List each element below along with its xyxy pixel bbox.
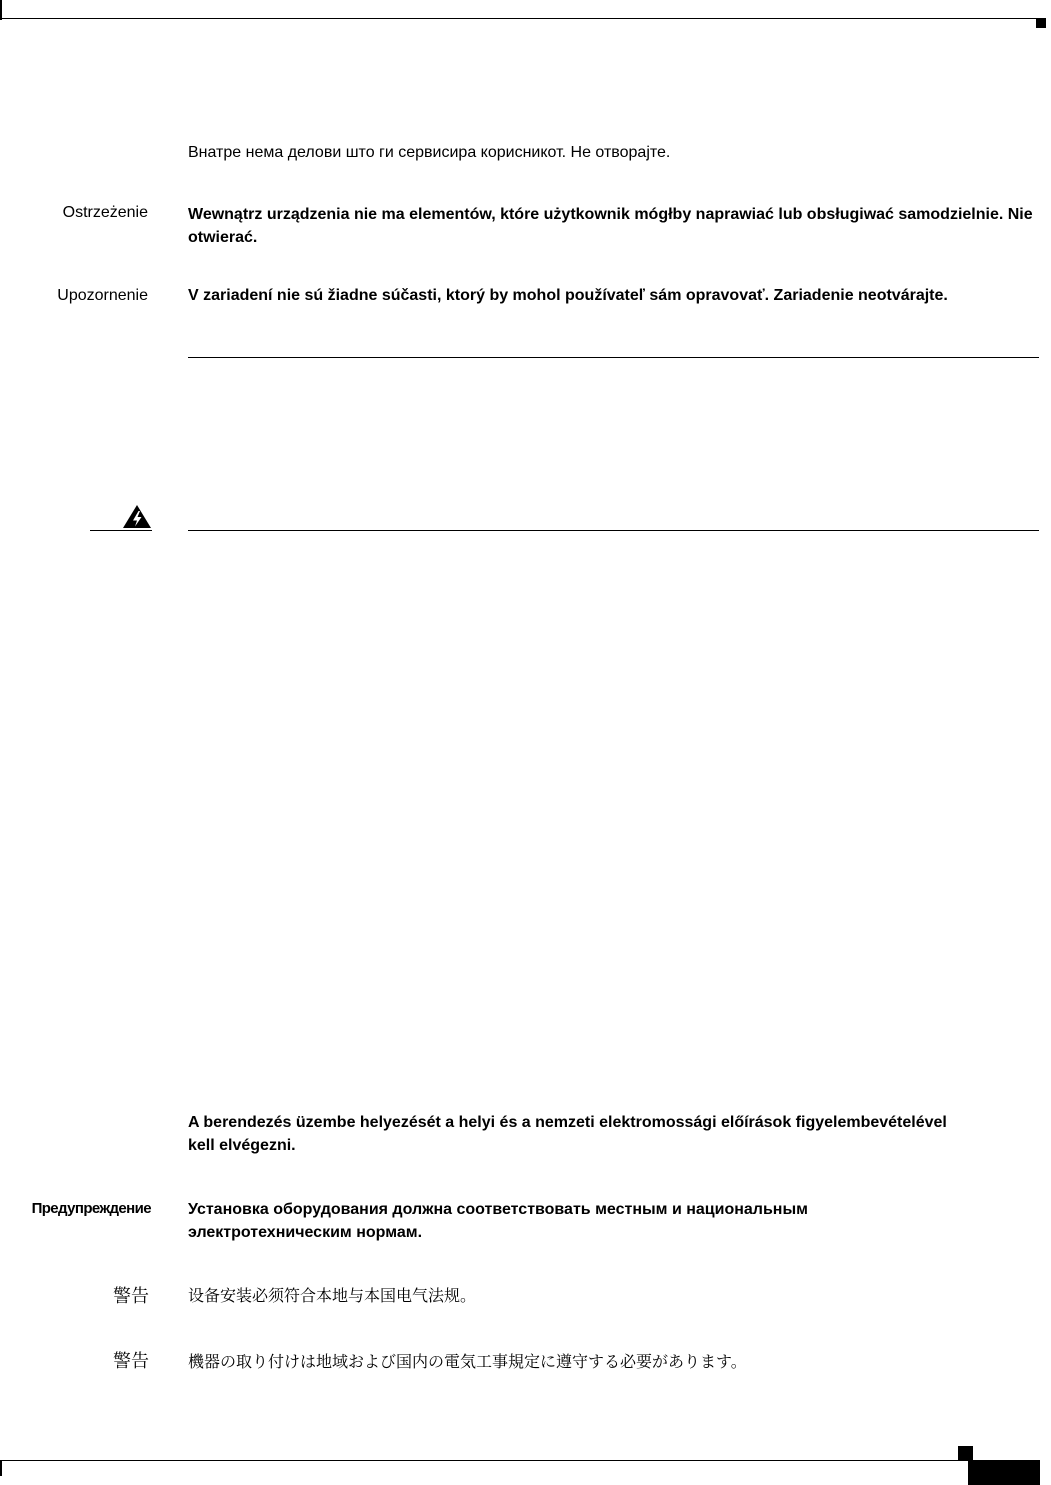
bottom-left-tick [0,1460,2,1476]
hungarian-warning-text: A berendezés üzembe helyezését a helyi és a nemzeti elektromossági előírások figyelembevételével kell elvégezni. [188,1114,947,1154]
warning-text-japanese: 機器の取り付けは地域および国内の電気工事規定に遵守する必要があります。 [188,1352,747,1371]
top-left-tick [0,0,2,20]
warning-text-slovak: V zariadení nie sú žiadne súčasti, ktorý by mohol používateľ sám opravovať. Zariadenie neotvárajte. [188,287,948,304]
warning-triangle-lightning-icon [120,502,154,530]
warning-text-russian: Установка оборудования должна соответствовать местным и национальным электротехническим нормам. [188,1201,808,1241]
warning-label-polish: Ostrzeżenie [62,204,148,221]
warning-label-russian: Предупреждение [31,1200,151,1217]
warning-icon-underline [90,530,152,531]
macedonian-warning-text: Внатре нема делови што ги сервисира корисникот. Не отворајте. [188,144,671,161]
section-divider [188,357,1039,358]
bottom-right-marker [958,1446,973,1460]
warning-section-rule [188,530,1039,531]
warning-label-slovak: Upozornenie [57,287,148,304]
top-right-marker [1036,18,1046,28]
warning-text-polish: Wewnątrz urządzenia nie ma elementów, które użytkownik mógłby naprawiać lub obsługiwać samodzielnie. Nie otwierać. [188,206,1033,246]
warning-label-chinese: 警告 [113,1286,149,1307]
bottom-border-line [0,1460,1040,1461]
page-number-box [968,1461,1040,1485]
warning-text-chinese: 设备安装必须符合本地与本国电气法规。 [188,1286,477,1305]
top-border-line [0,18,1040,19]
warning-label-japanese: 警告 [113,1351,149,1372]
